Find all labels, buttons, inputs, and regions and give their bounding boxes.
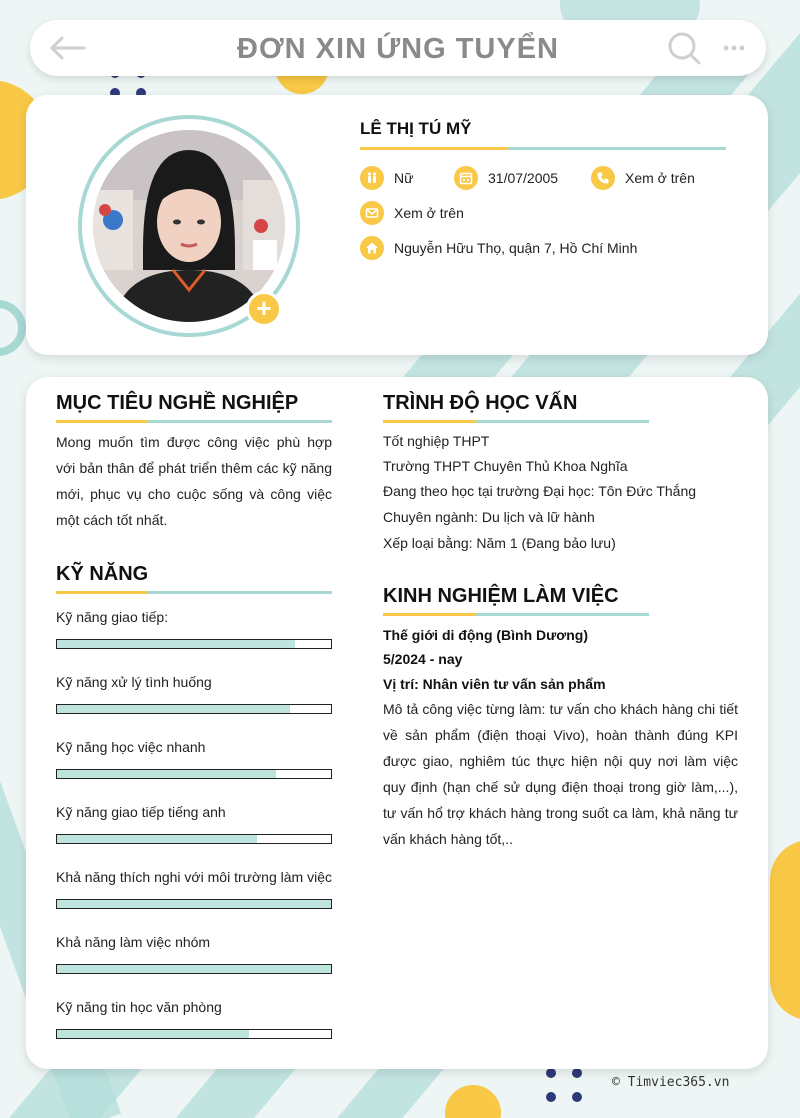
phone-icon [591,166,615,190]
skill-level-bar [56,964,332,974]
phone-info [591,166,695,190]
skill-label: Khả năng thích nghi với môi trường làm việc [56,869,332,885]
education-line: Đang theo học tại trường Đại học: Tôn Đức Thắng [383,483,697,499]
candidate-name: LÊ THỊ TÚ MỸ [360,119,472,138]
experience-position: Vị trí: Nhân viên tư vấn sản phẩm [383,676,606,692]
calendar-icon [454,166,478,190]
skill-level-bar [56,834,332,844]
education-line: Trường THPT Chuyên Thủ Khoa Nghĩa [383,458,628,474]
skill-level-fill [57,835,257,843]
skill-level-bar [56,639,332,649]
experience-description: Mô tả công việc từng làm: tư vấn cho khách hàng chi tiết về sản phẩm (điện thoại Vivo), hoàn thành đúng KPI được giao, nghiêm túc thực hiện nội quy nơi làm việc quy định (hạn chế sử dụng điện thoại trong giờ làm,...), tư vấn hổ trợ khách hàng trong suốt ca làm, khả năng tư vấn khách hàng tốt,.. [383,701,738,847]
objective-title: MỤC TIÊU NGHỀ NGHIỆP [56,392,299,414]
birthdate-info [454,166,558,190]
skill-level-bar [56,1029,332,1039]
resume-body-card [26,377,768,1069]
skill-label: Kỹ năng xử lý tình huống [56,674,212,690]
skill-level-fill [57,900,331,908]
skill-level-bar [56,769,332,779]
skills-title: KỸ NĂNG [56,563,149,585]
gender-info [360,166,413,190]
education-underline-accent [383,420,475,423]
experience-title: KINH NGHIỆM LÀM VIỆC [383,585,619,607]
skills-underline [148,591,332,594]
more-dots-icon[interactable] [722,40,746,56]
objective-underline-accent [56,420,148,423]
skill-level-fill [57,1030,249,1038]
skill-label: Kỹ năng học việc nhanh [56,739,206,755]
gender-icon [360,166,384,190]
address-info [360,236,637,260]
experience-period: 5/2024 - nay [383,651,463,667]
skill-label: Kỹ năng giao tiếp: [56,609,169,625]
avatar-frame [78,115,300,337]
birthdate-value: 31/07/2005 [488,170,559,186]
address-value: Nguyễn Hữu Thọ, quận 7, Hồ Chí Minh [394,240,638,256]
skill-level-bar [56,899,332,909]
email-value: Xem ở trên [394,205,464,221]
name-underline [508,147,726,150]
email-info [360,201,464,225]
phone-value: Xem ở trên [625,170,695,186]
home-icon [360,236,384,260]
education-line: Chuyên ngành: Du lịch và lữ hành [383,509,595,525]
education-title: TRÌNH ĐỘ HỌC VẤN [383,392,578,414]
add-photo-button[interactable]: + [246,291,282,327]
watermark-text: © Timviec365.vn [612,1075,730,1090]
skill-level-fill [57,640,295,648]
skill-label: Khả năng làm việc nhóm [56,934,211,950]
skill-level-bar [56,704,332,714]
skill-level-fill [57,770,276,778]
search-icon[interactable] [666,30,702,66]
education-underline [475,420,649,423]
app-header [30,20,766,76]
gender-value: Nữ [394,170,414,186]
page-title: ĐƠN XIN ỨNG TUYỂN [237,33,559,65]
experience-underline-accent [383,613,475,616]
experience-underline [475,613,649,616]
education-line: Xếp loại bằng: Năm 1 (Đang bảo lưu) [383,535,616,551]
name-underline-accent [360,147,508,150]
profile-card [26,95,768,355]
experience-company: Thế giới di động (Bình Dương) [383,627,589,643]
objective-underline [148,420,332,423]
objective-text: Mong muốn tìm được công việc phù hợp với bản thân để phát triển thêm các kỹ năng mới, phục vụ cho cuộc sống và công việc một cách tốt nhất. [56,434,332,528]
skill-level-fill [57,705,290,713]
skill-label: Kỹ năng giao tiếp tiếng anh [56,804,226,820]
skill-label: Kỹ năng tin học văn phòng [56,999,222,1015]
mail-icon [360,201,384,225]
skill-level-fill [57,965,331,973]
education-line: Tốt nghiệp THPT [383,433,490,449]
skills-underline-accent [56,591,148,594]
